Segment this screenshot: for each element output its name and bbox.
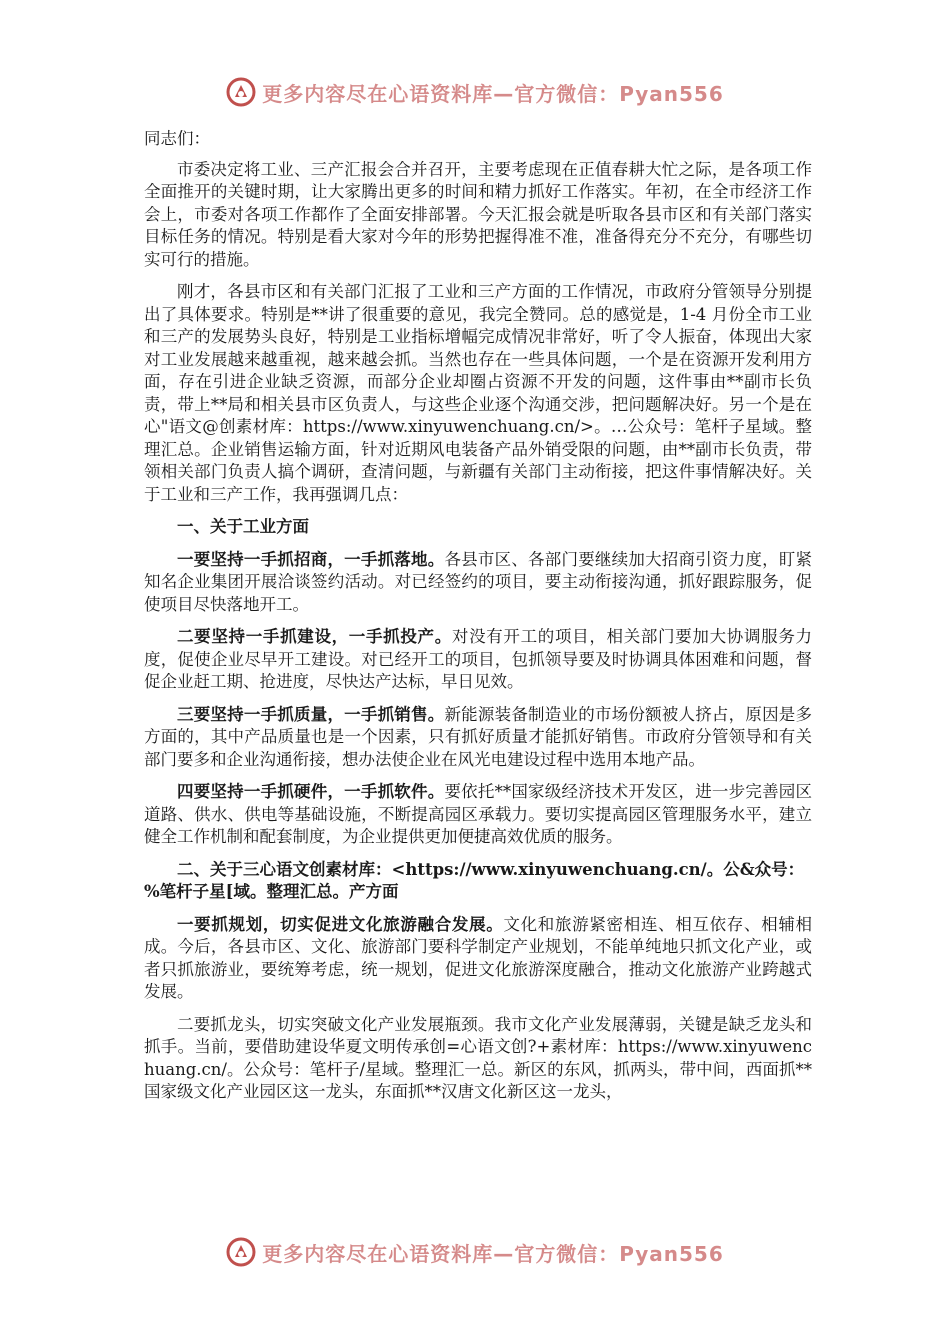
item-lead: 二要坚持一手抓建设，一手抓投产。 xyxy=(177,627,452,646)
list-item xyxy=(144,704,812,772)
section-heading-tertiary: 二、关于三心语文创素材库：<https://www.xinyuwenchuang.cn/。公&众号：%笔杆子星[域。整理汇总。产方面 xyxy=(144,859,805,901)
footer-watermark-banner xyxy=(0,1232,950,1272)
brand-logo-icon xyxy=(226,77,256,107)
item-body: 文化和旅游紧密相连、相互依存、相辅相成。今后，各县市区、文化、旅游部门要科学制定产业规划，不能单纯地只抓文化产业，或者只抓旅游业，要统筹考虑，统一规划，促进文化旅游深度融合，推动文化旅游产业跨越式发展。 xyxy=(144,914,813,1001)
brand-logo-icon xyxy=(226,1237,256,1267)
item-lead: 一要抓规划，切实促进文化旅游融合发展。 xyxy=(177,914,504,934)
list-item xyxy=(144,626,812,694)
item-body: 各县市区、各部门要继续加大招商引资力度，盯紧知名企业集团开展洽谈签约活动。对已经签约的项目，要主动衔接沟通，抓好跟踪服务，促使项目尽快落地开工。 xyxy=(144,549,813,614)
list-item xyxy=(144,914,812,1004)
item-lead: 四要坚持一手抓硬件，一手抓软件。 xyxy=(177,782,445,801)
greeting: 同志们： xyxy=(144,129,210,148)
section-heading-industry: 一、关于工业方面 xyxy=(177,517,309,536)
item-lead: 三要坚持一手抓质量，一手抓销售。 xyxy=(177,704,445,724)
document-body xyxy=(144,128,812,1114)
item-body: 要依托**国家级经济技术开发区，进一步完善园区道路、供水、供电等基础设施，不断提高园区承载力。要切实提高园区管理服务水平，建立健全工作机制和配套制度，为企业提供更加便捷高效优质的服务。 xyxy=(144,782,813,846)
list-item: 二要抓龙头，切实突破文化产业发展瓶颈。我市文化产业发展薄弱，关键是缺乏龙头和抓手。当前，要借助建设华夏文明传承创=心语文创?+素材库：https://www.xinyuwenchuang.cn/。公众号：笔杆子/星域。整理汇一总。新区的东风，抓两头，带中间，西面抓**国家级文化产业园区这一龙头，东面抓**汉唐文化新区这一龙头， xyxy=(144,1014,812,1101)
list-item xyxy=(144,781,812,849)
paragraph-intro: 市委决定将工业、三产汇报会合并召开，主要考虑现在正值春耕大忙之际，是各项工作全面推开的关键时期，让大家腾出更多的时间和精力抓好工作落实。年初，在全市经济工作会上，市委对各项工作都作了全面安排部署。今天汇报会就是听取各县市区和有关部门落实目标任务的情况。特别是看大家对今年的形势把握得准不准，准备得充分不充分，有哪些切实可行的措施。 xyxy=(144,159,812,269)
item-lead: 一要坚持一手抓招商，一手抓落地。 xyxy=(177,549,445,569)
watermark-text: 更多内容尽在心语资料库—官方微信：Pyan556 xyxy=(262,81,724,106)
header-watermark-banner xyxy=(0,72,950,112)
item-body: 新能源装备制造业的市场份额被人挤占，原因是多方面的，其中产品质量也是一个因素，只有抓好质量才能抓好销售。市政府分管领导和有关部门要多和企业沟通衔接，想办法使企业在风光电建设过程中选用本地产品。 xyxy=(144,704,813,769)
paragraph-review: 刚才，各县市区和有关部门汇报了工业和三产方面的工作情况，市政府分管领导分别提出了具体要求。特别是**讲了很重要的意见，我完全赞同。总的感觉是，1-4 月份全市工业和三产的发展势头良好，特别是工业指标增幅完成情况非常好，听了令人振奋，体现出大家对工业发展越来越重视，越来越会抓。当然也存在一些具体问题，一个是在资源开发利用方面，存在引进企业缺乏资源，而部分企业却圈占资源不开发的问题，这件事由**副市长负责，带上**局和相关县市区负责人，与这些企业逐个沟通交涉，把问题解决好。另一个是在心"语文@创素材库：https://www.xinyuwenchuang.cn/>。…公众号：笔杆子星域。整理汇总。企业销售运输方面，针对近期风电装备产品外销受限的问题，由**副市长负责，带领相关部门负责人搞个调研，查清问题，与新疆有关部门主动衔接，把这件事情解决好。关于工业和三产工作，我再强调几点： xyxy=(144,282,812,504)
list-item xyxy=(144,549,812,617)
watermark-text: 更多内容尽在心语资料库—官方微信：Pyan556 xyxy=(262,1241,724,1266)
item-body: 对没有开工的项目，相关部门要加大协调服务力度，促使企业尽早开工建设。对已经开工的项目，包抓领导要及时协调具体困难和问题，督促企业赶工期、抢进度，尽快达产达标，早日见效。 xyxy=(144,627,813,691)
